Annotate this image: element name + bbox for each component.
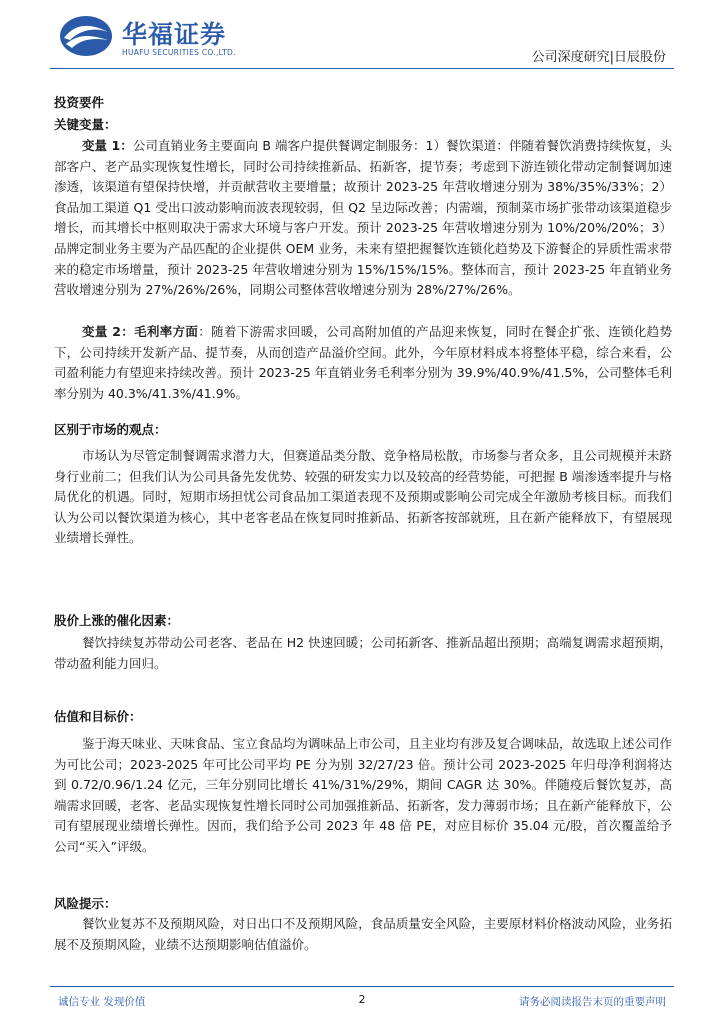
key-variables-title: 关键变量： [54,117,117,132]
header-divider [50,68,674,69]
page-number: 2 [358,993,366,1006]
variable-2-lead: 变量 2：毛利率方面 [82,324,199,339]
variable-2-paragraph [54,322,672,404]
logo-english-name: HUAFU SECURITIES CO.,LTD. [122,48,236,57]
variable-2-text: ：随着下游需求回暖，公司高附加值的产品迎来恢复，同时在餐企扩张、连锁化趋势下，公司持续开发新产品、提节奏，从而创造产品溢价空间。此外，今年原材料成本将整体平稳，综合来看，公司盈利能力有望迎来持续改善。预计 2023-25 年直销业务毛利率分别为 39.9%/40.9%/41.5%，公司整体毛利率分别为 40.3%/41.3%/41.9%。 [54,324,672,401]
footer-slogan: 诚信专业 发现价值 [58,996,146,1008]
risks-paragraph: 餐饮业复苏不及预期风险，对日出口不及预期风险，食品质量安全风险，主要原材料价格波动风险，业务拓展不及预期风险，业绩不达预期影响估值溢价。 [54,916,672,952]
report-type: 公司深度研究|日辰股份 [531,50,666,65]
variable-1-lead: 变量 1： [82,138,133,153]
section-title-catalysts: 股价上涨的催化因素： [54,613,180,628]
variable-1-paragraph [54,136,672,301]
logo-chinese-name: 华福证券 [122,20,227,49]
section-title-market-view: 区别于市场的观点： [54,422,167,437]
company-logo [58,14,248,60]
footer-disclaimer: 请务必阅读报告末页的重要声明 [519,996,666,1008]
footer-divider [50,986,674,987]
variable-1-text: 公司直销业务主要面向 B 端客户提供餐调定制服务：1）餐饮渠道：伴随着餐饮消费持续恢复，头部客户、老产品实现恢复性增长，同时公司持续推新品、拓新客，提节奏；考虑到下游连锁化带动定制餐调加速渗透，该渠道有望保持快增，并贡献营收主要增量；故预计 2023-25 年营收增速分别为 38%/35%/33%；2）食品加工渠道 Q1 受出口波动影响而波表现较弱，但 Q2 呈边际改善；内需端，预制菜市场扩张带动该渠道稳步增长，而其增长中枢则取决于需求大环境与客户开发。预计 2023-25 年营收增速分别为 10%/20%/20%；3）品牌定制业务主要为产品匹配的企业提供 OEM 业务，未来有望把握餐饮连锁化趋势及下游餐企的异质性需求带来的稳定市场增量，预计 2023-25 年营收增速分别为 15%/15%/15%。整体而言，预计 2023-25 年直销业务营收增速分别为 27%/26%/26%，同期公司整体营收增速分别为 28%/27%/26%。 [54,138,672,298]
valuation-paragraph: 鉴于海天味业、天味食品、宝立食品均为调味品上市公司，且主业均有涉及复合调味品，故选取上述公司作为可比公司；2023-2025 年可比公司平均 PE 分为别 32/27/23 倍。预计公司 2023-2025 年归母净利润将达到 0.72/0.96/1.24 亿元，三年分别同比增长 41%/31%/29%，期间 CAGR 达 30%。伴随疫后餐饮复苏，高端需求回暖，老客、老品实现恢复性增长同时公司加强推新品、拓新客，发力薄弱市场；且在新产能释放下，公司有望展现业绩增长弹性。因而，我们给予公司 2023 年 48 倍 PE，对应目标价 35.04 元/股，首次覆盖给予公司“买入”评级。 [54,736,672,854]
section-title-valuation: 估值和目标价： [54,709,142,724]
section-title-investment: 投资要件 [54,95,105,110]
market-view-paragraph: 市场认为尽管定制餐调需求潜力大，但赛道品类分散、竞争格局松散，市场参与者众多，且公司规模并未跻身行业前二；但我们认为公司具备先发优势、较强的研发实力以及较高的经营势能，可把握 B 端渗透率提升与格局优化的机遇。同时，短期市场担忧公司食品加工渠道表现不及预期或影响公司完成全年激励考核目标。而我们认为公司以餐饮渠道为核心，其中老客老品在恢复同时推新品、拓新客按部就班，且在新产能释放下，有望展现业绩增长弹性。 [54,448,672,546]
section-title-risks: 风险提示： [54,896,117,911]
huafu-logo-icon [58,14,114,58]
catalysts-paragraph: 餐饮持续复苏带动公司老客、老品在 H2 快速回暖；公司拓新客、推新品超出预期；高端复调需求超预期，带动盈利能力回归。 [54,635,672,671]
